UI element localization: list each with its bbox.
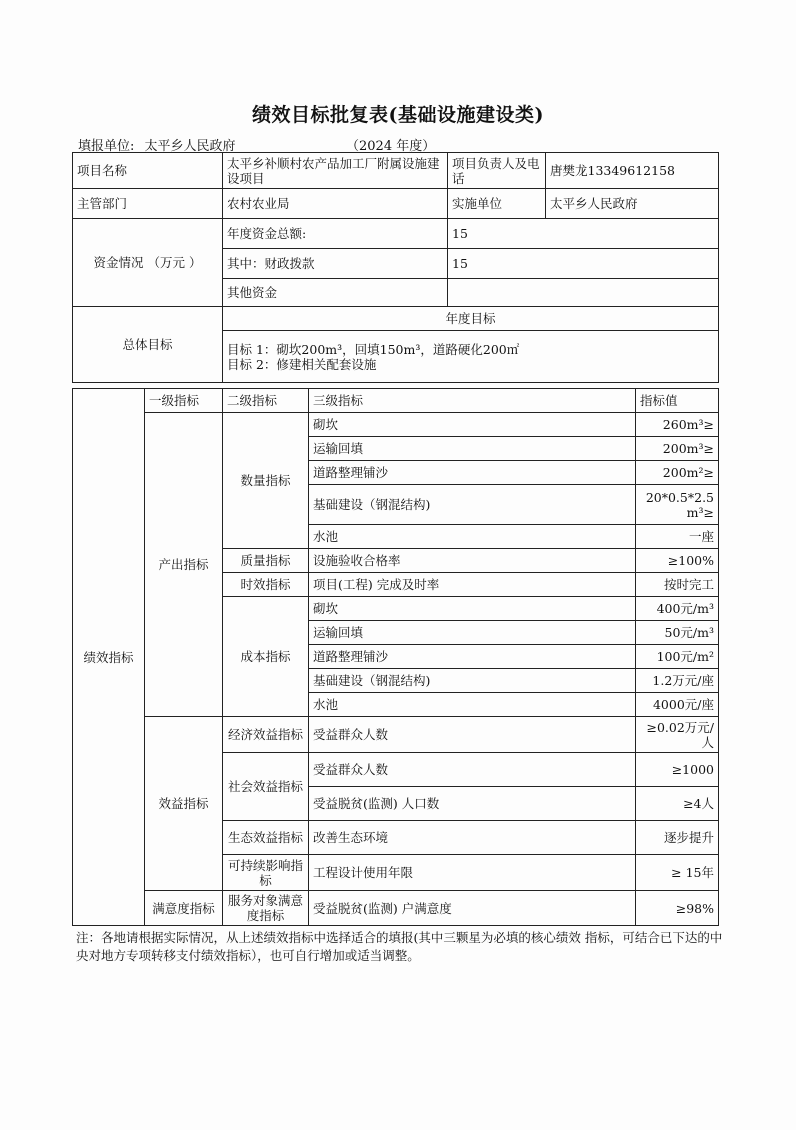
economic-indicator: 经济效益指标 [223, 717, 309, 753]
row-value: ≥98% [636, 891, 719, 926]
row-name: 改善生态环境 [309, 821, 636, 855]
goal-line-2: 目标 2：修建相关配套设施 [227, 356, 377, 372]
unit-value: 太平乡人民政府 [144, 139, 236, 154]
header-level2: 二级指标 [223, 389, 309, 413]
row-value: ≥ 15年 [636, 855, 719, 891]
year-goal-label: 年度目标 [223, 307, 719, 331]
fiscal-funds-value: 15 [448, 249, 719, 279]
row-value: 100元/m² [636, 645, 719, 669]
overall-goal-label: 总体目标 [73, 307, 223, 383]
service-indicator: 服务对象满意度指标 [223, 891, 309, 926]
row-name: 水池 [309, 525, 636, 549]
other-funds-value [448, 279, 719, 307]
row-name: 砌坎 [309, 597, 636, 621]
row-value: ≥4人 [636, 787, 719, 821]
header-value: 指标值 [636, 389, 719, 413]
unit-label: 填报单位: [78, 139, 135, 154]
total-funds-value: 15 [448, 219, 719, 249]
impl-value: 太平乡人民政府 [546, 189, 719, 219]
row-name: 工程设计使用年限 [309, 855, 636, 891]
info-table [72, 152, 719, 383]
row-name: 受益脱贫(监测) 户满意度 [309, 891, 636, 926]
row-value: 4000元/座 [636, 693, 719, 717]
cost-indicator: 成本指标 [223, 597, 309, 717]
dept-value: 农村农业局 [223, 189, 448, 219]
dept-label: 主管部门 [73, 189, 223, 219]
row-value: 50元/m³ [636, 621, 719, 645]
row-name: 受益群众人数 [309, 753, 636, 787]
leader-value: 唐樊龙13349612158 [546, 153, 719, 189]
performance-table [72, 388, 719, 926]
project-name-label: 项目名称 [73, 153, 223, 189]
row-name: 受益脱贫(监测) 人口数 [309, 787, 636, 821]
header-level1: 一级指标 [145, 389, 223, 413]
row-name: 设施验收合格率 [309, 549, 636, 573]
row-value: ≥1000 [636, 753, 719, 787]
row-name: 运输回填 [309, 437, 636, 461]
row-name: 道路整理铺沙 [309, 645, 636, 669]
goal-line-1: 目标 1：砌坎200m³，回填150m³，道路硬化200㎡ [227, 341, 520, 357]
other-funds-label: 其他资金 [223, 279, 448, 307]
social-indicator: 社会效益指标 [223, 753, 309, 821]
benefit-indicator: 效益指标 [145, 717, 223, 891]
row-value: ≥100% [636, 549, 719, 573]
row-name: 项目(工程) 完成及时率 [309, 573, 636, 597]
row-value: ≥0.02万元/人 [636, 717, 719, 753]
impl-label: 实施单位 [448, 189, 546, 219]
row-value: 逐步提升 [636, 821, 719, 855]
year-goal-text [223, 331, 719, 383]
row-name: 砌坎 [309, 413, 636, 437]
quality-indicator: 质量指标 [223, 549, 309, 573]
footnote: 注：各地请根据实际情况，从上述绩效指标中选择适合的填报(其中三颗星为必填的核心绩效 指标，可结合已下达的中央对地方专项转移支付绩效指标），也可自行增加或适当调整。 [76, 930, 723, 963]
row-name: 基础建设（钢混结构) [309, 669, 636, 693]
row-value: 1.2万元/座 [636, 669, 719, 693]
row-value: 200m²≥ [636, 461, 719, 485]
row-value: 一座 [636, 525, 719, 549]
perf-label: 绩效指标 [73, 389, 145, 926]
leader-label: 项目负责人及电话 [448, 153, 546, 189]
fiscal-funds-label: 其中：财政拨款 [223, 249, 448, 279]
row-value: 400元/m³ [636, 597, 719, 621]
timeliness-indicator: 时效指标 [223, 573, 309, 597]
row-value: 200m³≥ [636, 437, 719, 461]
row-name: 基础建设（钢混结构) [309, 485, 636, 525]
row-name: 水池 [309, 693, 636, 717]
row-name: 运输回填 [309, 621, 636, 645]
satisfaction-indicator: 满意度指标 [145, 891, 223, 926]
funds-label: 资金情况 （万元 ） [73, 219, 223, 307]
sustain-indicator: 可持续影响指标 [223, 855, 309, 891]
eco-indicator: 生态效益指标 [223, 821, 309, 855]
page-title: 绩效目标批复表(基础设施建设类) [252, 104, 544, 126]
year-label: （2024 年度） [346, 139, 436, 154]
output-indicator: 产出指标 [145, 413, 223, 717]
row-value: 20*0.5*2.5m³≥ [636, 485, 719, 525]
row-value: 260m³≥ [636, 413, 719, 437]
total-funds-label: 年度资金总额: [223, 219, 448, 249]
row-name: 道路整理铺沙 [309, 461, 636, 485]
row-value: 按时完工 [636, 573, 719, 597]
project-name: 太平乡补顺村农产品加工厂附属设施建设项目 [223, 153, 448, 189]
row-name: 受益群众人数 [309, 717, 636, 753]
quantity-indicator: 数量指标 [223, 413, 309, 549]
header-level3: 三级指标 [309, 389, 636, 413]
